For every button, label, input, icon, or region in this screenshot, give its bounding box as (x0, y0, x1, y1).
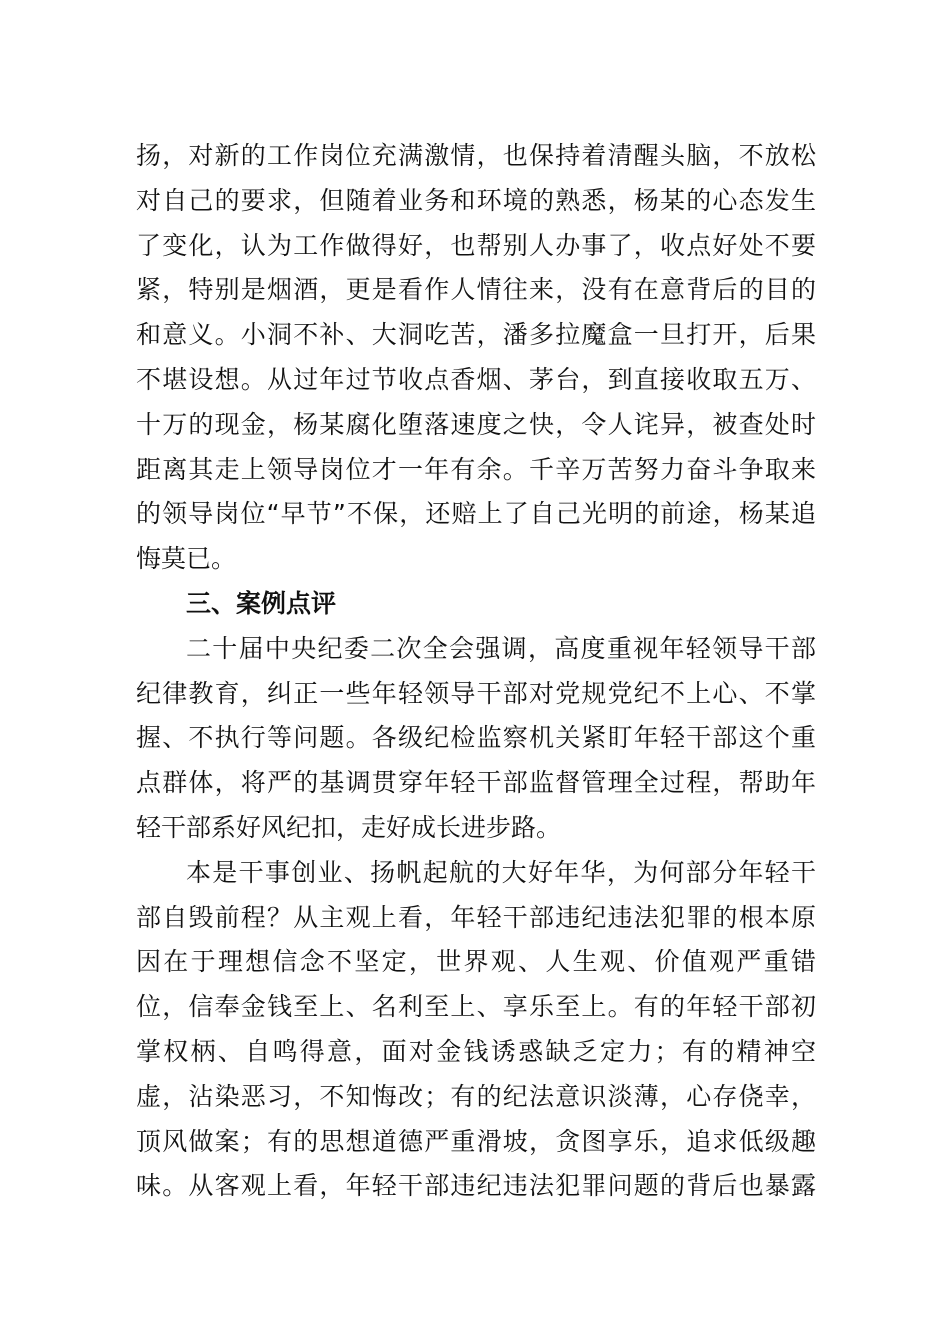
text-line: 虚，沾染恶习，不知悔改；有的纪法意识淡薄，心存侥幸， (136, 1081, 816, 1111)
text-line: 部自毁前程？从主观上看，年轻干部违纪违法犯罪的根本原 (136, 902, 816, 932)
text-line: 掌权柄、自鸣得意，面对金钱诱惑缺乏定力；有的精神空 (136, 1036, 816, 1066)
text-line: 十万的现金，杨某腐化堕落速度之快，令人诧异，被查处时 (136, 409, 816, 439)
paragraph-commentary-intro (136, 627, 816, 851)
text-line: 悔莫已。 (136, 544, 237, 574)
document-page (136, 134, 816, 1209)
text-line: 纪律教育，纠正一些年轻领导干部对党规党纪不上心、不掌 (136, 678, 816, 708)
section-heading: 三、案例点评 (186, 588, 337, 618)
text-line: 位，信奉金钱至上、名利至上、享乐至上。有的年轻干部初 (136, 992, 816, 1022)
text-line: 紧，特别是烟酒，更是看作人情往来，没有在意背后的目的 (136, 275, 816, 305)
text-line: 握、不执行等问题。各级纪检监察机关紧盯年轻干部这个重 (136, 723, 816, 753)
text-line: 对自己的要求，但随着业务和环境的熟悉，杨某的心态发生 (136, 185, 816, 215)
text-line: 轻干部系好风纪扣，走好成长进步路。 (136, 812, 562, 842)
paragraph-commentary-analysis (136, 851, 816, 1209)
text-line: 味。从客观上看，年轻干部违纪违法犯罪问题的背后也暴露 (136, 1171, 816, 1201)
text-line: 了变化，认为工作做得好，也帮别人办事了，收点好处不要 (136, 230, 816, 260)
text-line: 的领导岗位“早节”不保，还赔上了自己光明的前途，杨某追 (136, 499, 816, 529)
text-line: 扬，对新的工作岗位充满激情，也保持着清醒头脑，不放松 (136, 141, 816, 170)
text-line: 点群体，将严的基调贯穿年轻干部监督管理全过程，帮助年 (136, 768, 816, 798)
text-line: 距离其走上领导岗位才一年有余。千辛万苦努力奋斗争取来 (136, 454, 816, 484)
text-line: 本是干事创业、扬帆起航的大好年华，为何部分年轻干 (186, 857, 816, 887)
paragraph-case-continuation (136, 134, 816, 582)
text-line: 顶风做案；有的思想道德严重滑坡，贪图享乐，追求低级趣 (136, 1126, 816, 1156)
text-line: 二十届中央纪委二次全会强调，高度重视年轻领导干部 (186, 633, 816, 663)
text-line: 和意义。小洞不补、大洞吃苦，潘多拉魔盒一旦打开，后果 (136, 320, 816, 350)
text-line: 不堪设想。从过年过节收点香烟、茅台，到直接收取五万、 (136, 364, 816, 394)
text-line: 因在于理想信念不坚定，世界观、人生观、价值观严重错 (136, 947, 816, 977)
